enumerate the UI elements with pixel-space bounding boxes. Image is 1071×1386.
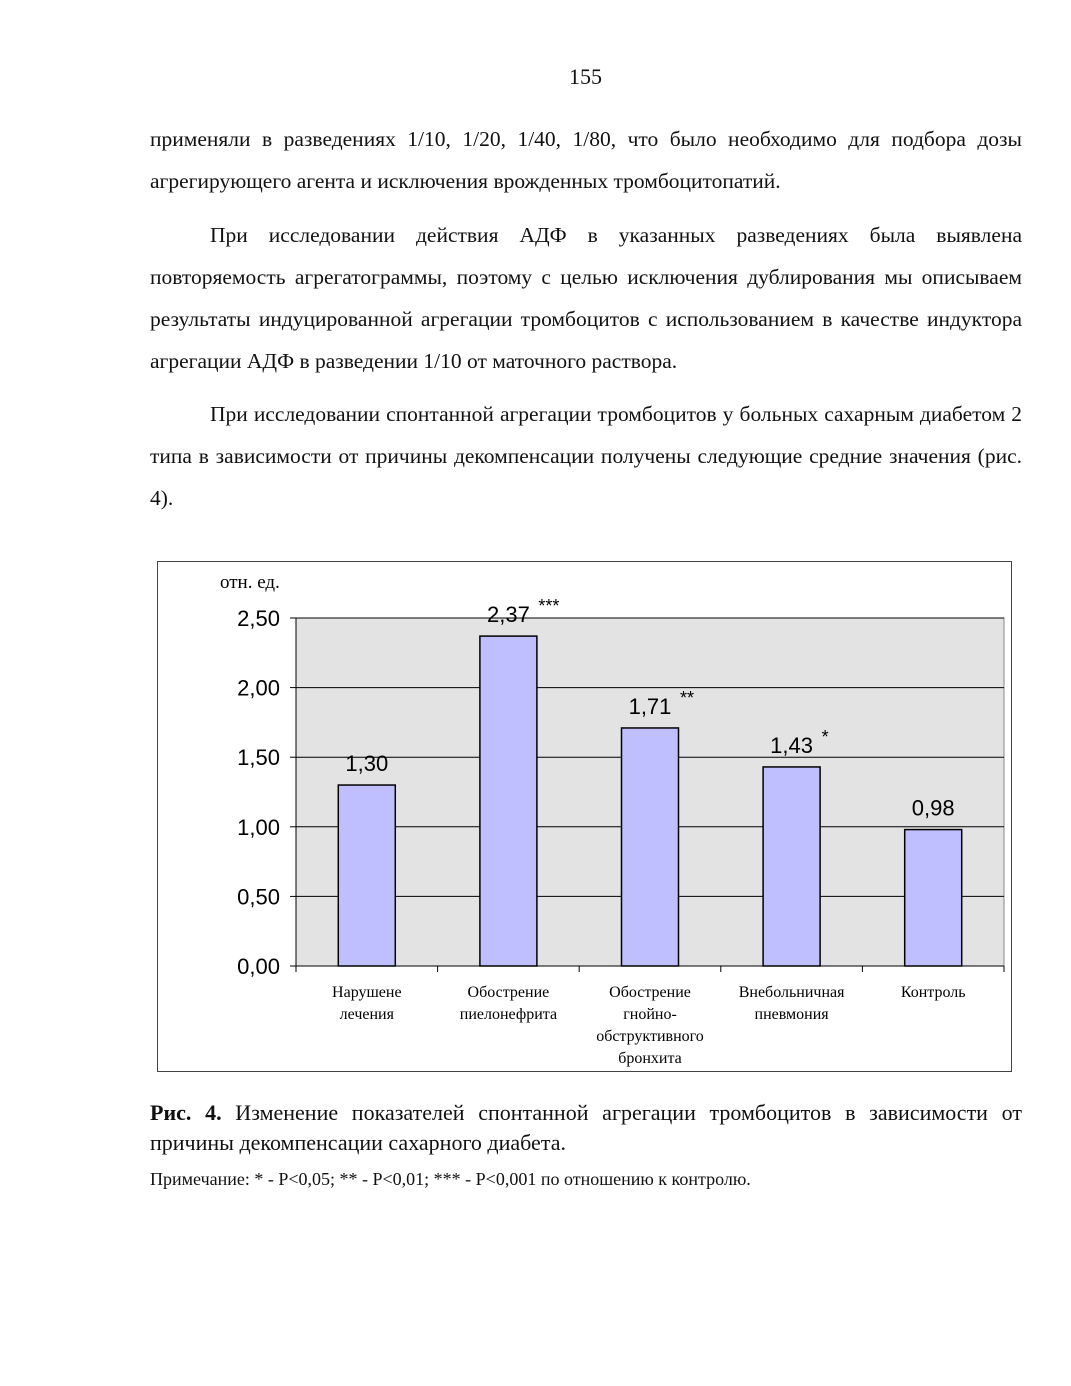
- bar: [763, 767, 820, 966]
- significance-marker: ***: [538, 596, 560, 617]
- bar: [622, 728, 679, 966]
- category-label: гнойно-: [623, 1006, 677, 1023]
- y-tick-label: 1,00: [237, 814, 280, 840]
- y-tick-label: 1,50: [237, 745, 280, 771]
- significance-marker: *: [821, 726, 829, 747]
- page-number: 155: [569, 64, 602, 89]
- y-tick-label: 0,50: [237, 884, 280, 910]
- category-label: Нарушене: [332, 984, 402, 1001]
- caption-text: Изменение показателей спонтанной агрегации тромбоцитов в зависимости от причины декомпенсации сахарного диабета.: [150, 1100, 1022, 1155]
- data-label: 1,71: [628, 693, 672, 719]
- paragraph-2: При исследовании действия АДФ в указанных разведениях была выявлена повторяемость агрегатограммы, поэтому с целью исключения дублирования мы описываем результаты индуцированной агрегации тромбоцитов с использованием в качестве индуктора агрегации АДФ в разведении 1/10 от маточного раствора.: [150, 223, 1022, 373]
- figure-note: Примечание: * - P<0,05; ** - P<0,01; *** - P<0,001 по отношению к контролю.: [150, 1169, 751, 1189]
- category-label: бронхита: [618, 1050, 682, 1067]
- category-label: Обострение: [467, 984, 550, 1001]
- y-axis-label: отн. ед.: [220, 572, 280, 593]
- category-label: Контроль: [900, 984, 966, 1001]
- data-label: 1,30: [345, 751, 389, 777]
- category-label: лечения: [339, 1006, 394, 1023]
- category-label: обструктивного: [596, 1028, 704, 1045]
- chart-frame: [157, 561, 1012, 1072]
- data-label: 0,98: [911, 795, 955, 821]
- paragraph-3: При исследовании спонтанной агрегации тромбоцитов у больных сахарным диабетом 2 типа в зависимости от причины декомпенсации получены следующие средние значения (рис. 4).: [150, 402, 1022, 510]
- category-label: Обострение: [609, 984, 691, 1001]
- data-label: 1,43: [770, 732, 814, 758]
- y-tick-label: 2,00: [237, 675, 280, 701]
- y-tick-label: 2,50: [237, 606, 280, 631]
- bar: [905, 830, 962, 966]
- category-label: пиелонефрита: [459, 1006, 558, 1023]
- y-tick-label: 0,00: [237, 954, 280, 979]
- category-label: пневмония: [754, 1006, 829, 1023]
- bar-chart: [158, 562, 1011, 1071]
- bar: [338, 785, 395, 966]
- figure-caption: [150, 1098, 1022, 1158]
- data-label: 2,37: [486, 602, 530, 628]
- bar: [480, 636, 537, 966]
- caption-label: Рис. 4.: [150, 1100, 222, 1125]
- paragraph-1: применяли в разведениях 1/10, 1/20, 1/40, 1/80, что было необходимо для подбора дозы агрегирующего агента и исключения врожденных тромбоцитопатий.: [150, 127, 1022, 193]
- category-label: Внебольничная: [738, 984, 845, 1001]
- significance-marker: **: [680, 687, 695, 708]
